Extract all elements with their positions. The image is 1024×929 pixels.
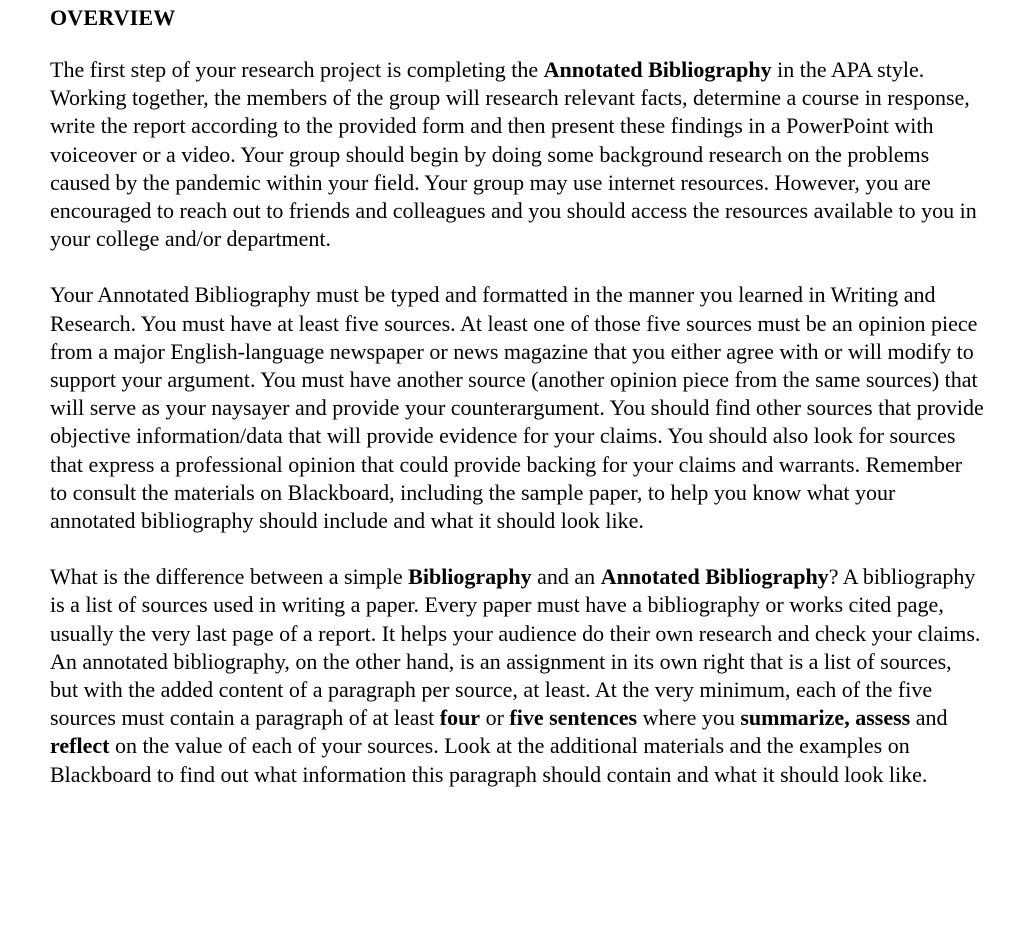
paragraph-intro-text: The first step of your research project is completing the [50, 57, 544, 82]
paragraph-difference-text-7: on the value of each of your sources. Look at the additional materials and the examples on Blackboard to find out what information this paragraph should contain and what it should look like. [50, 733, 928, 787]
four-term: four [439, 705, 481, 731]
annotated-bibliography-term-2: Annotated Bibliography [600, 564, 829, 590]
paragraph-intro [50, 56, 984, 253]
five-sentences-term: five sentences [509, 705, 638, 731]
paragraph-requirements-text: Your Annotated Bibliography must be typed and formatted in the manner you learned in Writing and Research. You must have at least five sources. At least one of those five sources must be an opinion piece from a major English-language newspaper or news magazine that you either agree with or will modify to support your argument. You must have another source (another opinion piece from the same sources) that will serve as your naysayer and provide your counterargument. You should find other sources that provide objective information/data that will provide evidence for your claims. You should also look for sources that express a professional opinion that could provide backing for your claims and warrants. Remember to consult the materials on Blackboard, including the sample paper, to help you know what your annotated bibliography should include and what it should look like. [50, 282, 984, 534]
paragraph-difference-text-5: where you [637, 705, 741, 731]
annotated-bibliography-term: Annotated Bibliography [543, 57, 772, 82]
paragraph-difference-text-2: and an [531, 564, 601, 590]
paragraph-difference [50, 563, 984, 789]
bibliography-term: Bibliography [408, 564, 532, 590]
paragraph-requirements [50, 281, 984, 535]
reflect-term: reflect [50, 733, 110, 759]
paragraph-difference-text-3: ? A bibliography is a list of sources used in writing a paper. Every paper must have a bibliography or works cited page, usually the very last page of a report. It helps your audience do their own research and check your claims. An annotated bibliography, on the other hand, is an assignment in its own right that is a list of sources, but with the added content of a paragraph per source, at least. At the very minimum, each of the five sources must contain a paragraph of at least [50, 564, 981, 731]
paragraph-difference-text-4: or [480, 705, 510, 731]
paragraph-difference-text-1: What is the difference between a simple [50, 564, 409, 590]
section-heading: OVERVIEW [50, 5, 176, 30]
paragraph-intro-text-cont: in the APA style. Working together, the members of the group will research relevant facts, determine a course in response, write the report according to the provided form and then present these findings in a PowerPoint with voiceover or a video. Your group should begin by doing some background research on the problems caused by the pandemic within your field. Your group may use internet resources. However, you are encouraged to reach out to friends and colleagues and you should access the resources available to you in your college and/or department. [50, 57, 977, 252]
summarize-assess-term: summarize, assess [740, 705, 911, 731]
paragraph-difference-text-6: and [910, 705, 948, 731]
